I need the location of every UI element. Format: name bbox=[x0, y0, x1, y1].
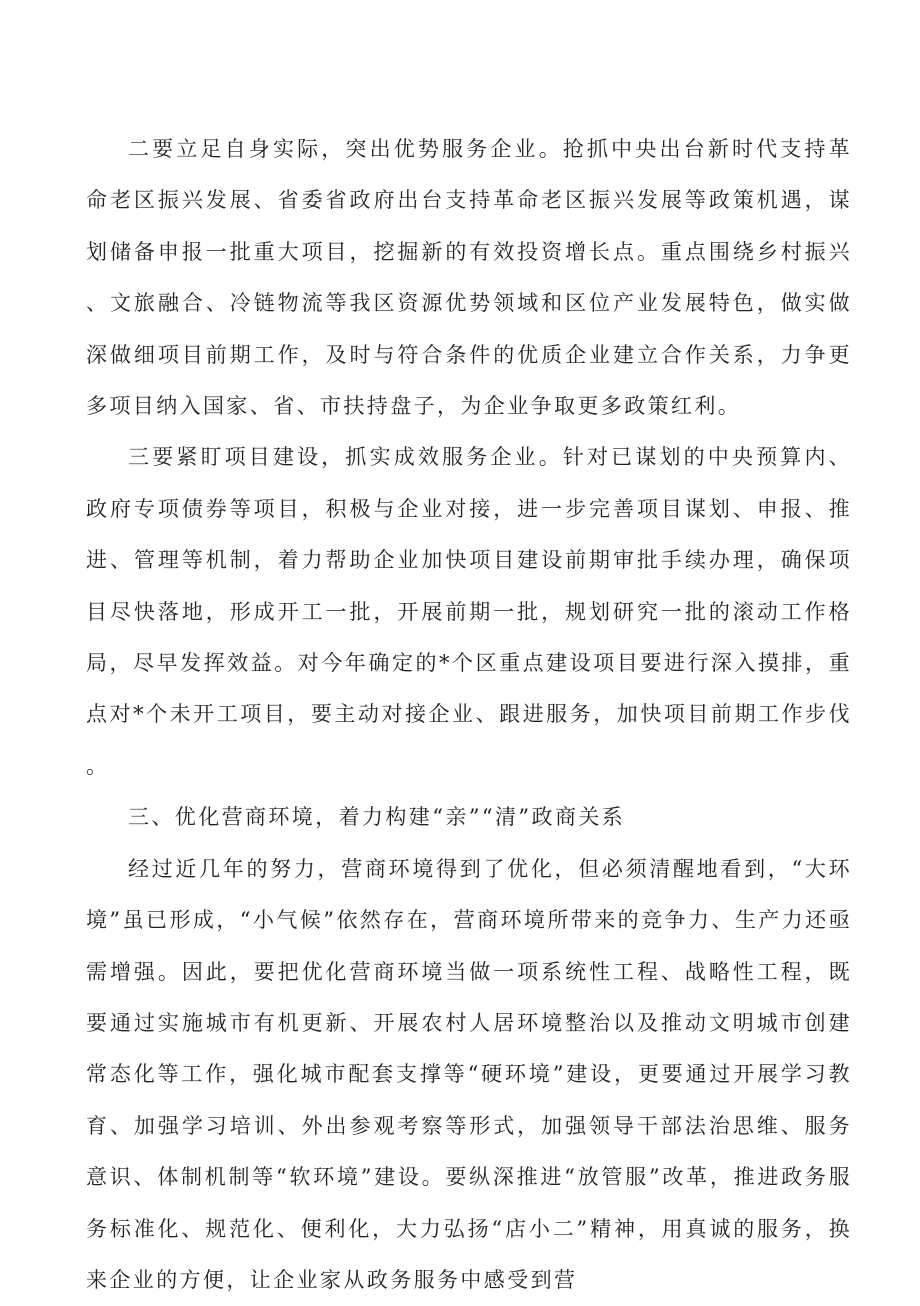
paragraph-project-reserve: 二要立足自身实际，突出优势服务企业。抢抓中央出台新时代支持革命老区振兴发展、省委省政府出台支持革命老区振兴发展等政策机遇，谋划储备申报一批重大项目，挖掘新的有效投资增长点。重点围绕乡村振兴、文旅融合、冷链物流等我区资源优势领域和区位产业发展特色，做实做深做细项目前期工作，及时与符合条件的优质企业建立合作关系，力争更多项目纳入国家、省、市扶持盘子，为企业争取更多政策红利。 bbox=[86, 137, 852, 419]
section-heading-business-environment: 三、优化营商环境，着力构建“亲”“清”政商关系 bbox=[128, 805, 626, 830]
document-body bbox=[86, 124, 852, 1306]
paragraph-project-construction: 三要紧盯项目建设，抓实成效服务企业。针对已谋划的中央预算内、政府专项债券等项目，积极与企业对接，进一步完善项目谋划、申报、推进、管理等机制，着力帮助企业加快项目建设前期审批手续办理，确保项目尽快落地，形成开工一批，开展前期一批，规划研究一批的滚动工作格局，尽早发挥效益。对今年确定的*个区重点建设项目要进行深入摸排，重点对*个未开工项目，要主动对接企业、跟进服务，加快项目前期工作步伐。 bbox=[86, 445, 852, 778]
paragraph-business-environment: 经过近几年的努力，营商环境得到了优化，但必须清醒地看到，“大环境”虽已形成，“小气候”依然存在，营商环境所带来的竞争力、生产力还亟需增强。因此，要把优化营商环境当做一项系统性工程、战略性工程，既要通过实施城市有机更新、开展农村人居环境整治以及推动文明城市创建常态化等工作，强化城市配套支撑等“硬环境”建设，更要通过开展学习教育、加强学习培训、外出参观考察等形式，加强领导干部法治思维、服务意识、体制机制等“软环境”建设。要纵深推进“放管服”改革，推进政务服务标准化、规范化、便利化，大力弘扬“店小二”精神，用真诚的服务，换来企业的方便，让企业家从政务服务中感受到营 bbox=[86, 856, 852, 1292]
